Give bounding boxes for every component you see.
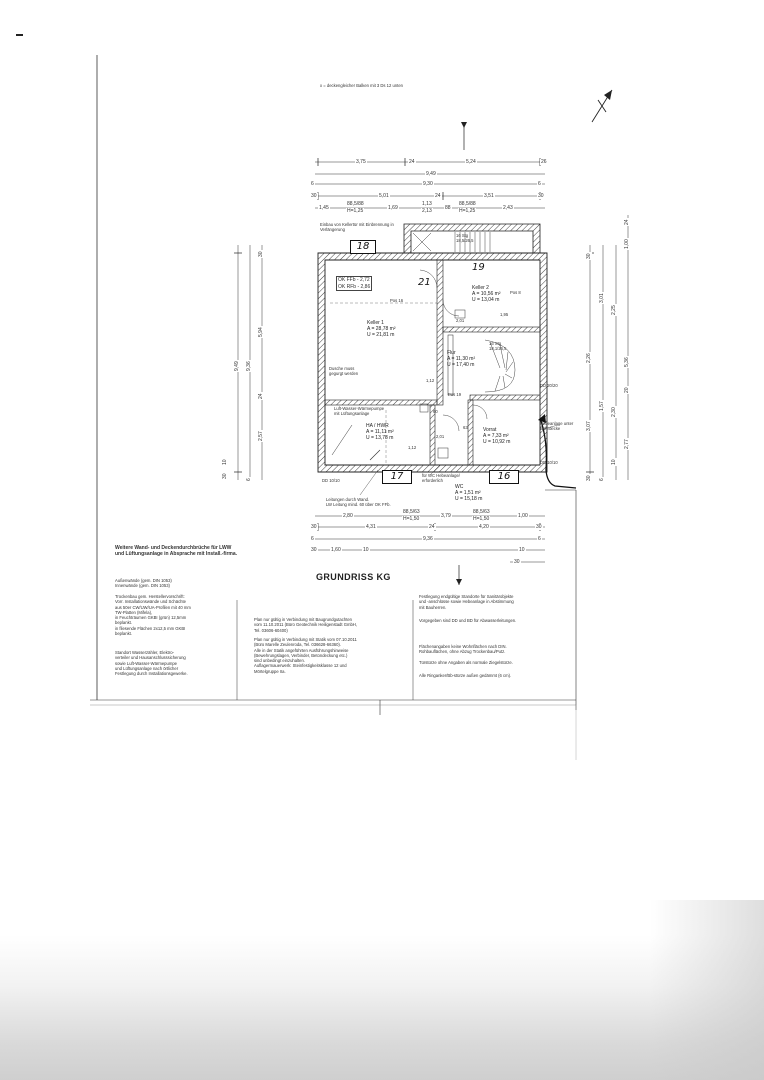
- note-wc-pumpe: für WC Hebeanlage/ erforderlich: [422, 473, 460, 484]
- note-112b: 1,12: [408, 445, 417, 450]
- note-dd2020: DD 20/20: [540, 383, 558, 388]
- dim-bot-24: 24: [429, 524, 435, 530]
- note-dusche: Dusche muss gegurgt werden: [329, 366, 359, 377]
- note-stairs-top: 16 Stg 18,5/26,5: [456, 233, 474, 244]
- dim-top-113: 1,13: [422, 201, 432, 207]
- dim-bot-30c: 30: [311, 547, 317, 553]
- room-keller2: Keller 2 A = 10,56 m² U = 13,04 m: [472, 285, 501, 304]
- dim-bot-window-b: 88,5/63: [473, 509, 490, 515]
- dim-top-26: 26: [541, 159, 547, 165]
- dim-bot-431: 4,31: [366, 524, 376, 530]
- room-vorrat: Vorrat A = 7,33 m² U = 10,92 m: [483, 427, 511, 446]
- room-number-18: 18: [350, 240, 376, 254]
- notes-left-heading: Weitere Wand- und Deckendurchbrüche für LWW und Lüftungsanlage in Absprache mit Install.-firma.: [115, 545, 238, 558]
- page-title: GRUNDRISS KG: [316, 572, 391, 582]
- notes-mid-plan2: Plan nur gültig in Verbindung mit Statik vom 07.10.2011 (Büro Marelle Zeulenroda, Tel. 036628-66360). Alle in der Statik angeführten Ausführungshinweise (Bewehrungslagen, Verbinder, Betondeckung etc.) sind unbedingt einzuhalten. Auflagermauerwerk: Steinfestigkeitsklasse 12 und Mörtelgruppe IIa.: [254, 637, 357, 674]
- dim-top-h125b: H=1,25: [459, 208, 476, 214]
- dim-right-536: 5,36: [624, 357, 630, 367]
- dim-right-230: 2,30: [611, 407, 617, 417]
- dim-top-949: 9,49: [426, 171, 436, 177]
- room-keller1: Keller 1 A = 28,78 m² U = 21,81 m: [367, 320, 396, 339]
- note-dd1010-right: DD 10/10: [540, 460, 558, 465]
- dim-right-20: 20: [624, 387, 630, 393]
- dim-top-window-a: 88,5/88: [347, 201, 364, 207]
- dim-top-501: 5,01: [379, 193, 389, 199]
- dim-bot-420: 4,20: [479, 524, 489, 530]
- dim-right-157: 1,57: [599, 401, 605, 411]
- room-hahwr: HA / HWR A = 11,11 m² U = 13,78 m: [366, 423, 394, 442]
- room-number-17: 17: [382, 470, 412, 484]
- dim-bot-h150a: H=1,50: [403, 516, 420, 522]
- note-pos19: Pos 19: [448, 392, 462, 397]
- note-pos16: Pos 16: [390, 298, 404, 303]
- room-number-16: 16: [489, 470, 519, 484]
- notes-left-trockenbau: Trockenbau gem. Herstellervorschrift: Vorr. Installationswände und Schächte aus 50er CW/UW/UA-Profilen mit 40 mm TW-Platten (Mifela), in Feuchträumen GKBI (grün) 12,5mm beplankt. in fliesende Flächen 2x12,5 mm GKBI beplankt.: [115, 594, 191, 637]
- dim-top-h125a: H=1,25: [347, 208, 364, 214]
- note-195: 1,95: [500, 312, 509, 317]
- dim-top-145: 1,45: [319, 205, 329, 211]
- dim-top-351: 3,51: [484, 193, 494, 199]
- dim-top-524: 5,24: [466, 159, 476, 165]
- notes-right-turen: Türstürze ohne Angaben als normale Ziegelstürze.: [419, 660, 513, 665]
- dim-bot-30b: 30: [536, 524, 542, 530]
- note-112a: 1,12: [426, 378, 435, 383]
- note-stairs-flur: 16 Stg 18,1/26,5: [489, 341, 507, 352]
- notes-mid-plan1: Plan nur gültig in Verbindung mit Baugrundgutachten vom 11.10.2011 (Büro Geotechnik Heiligenstadt GmbH, Tel. 03606-60400): [254, 617, 357, 633]
- dim-bot-10b: 10: [519, 547, 525, 553]
- notes-left-standort: Standort Wasserzähler, Elektro- verteiler und Hausanschlusssicherung sowie Luft-Wasser-Wärmepumpe und Lüftungsanlage nach örtlicher Festlegung durch Installationsgewerke.: [115, 650, 188, 677]
- dim-top-88: 88: [445, 205, 451, 211]
- dim-bot-6a: 6: [311, 536, 314, 542]
- notes-right-festlegung: Festlegung endgültige Standorte für Sanitärobjekte und -anschlüsse sowie Hebeanlage in Abstimmung mit Bauherren.: [419, 594, 514, 610]
- note-dd1010-left: DD 10/10: [322, 478, 340, 483]
- dim-right-307: 3,07: [586, 421, 592, 431]
- dim-top-213: 2,13: [422, 208, 432, 214]
- dim-top-window-b: 88,5/88: [459, 201, 476, 207]
- dim-left-30b: 30: [222, 473, 228, 479]
- dim-top-6a: 6: [311, 181, 314, 187]
- dim-bot-30a: 30: [311, 524, 317, 530]
- dim-right-225: 2,25: [611, 305, 617, 315]
- dim-bot-280: 2,80: [343, 513, 353, 519]
- note-201: 2,01: [456, 318, 465, 323]
- dim-right-6: 6: [599, 478, 605, 481]
- dim-right-30b: 30: [586, 475, 592, 481]
- dim-bot-10a: 10: [363, 547, 369, 553]
- dim-left-10: 10: [222, 459, 228, 465]
- dim-top-375: 3,75: [356, 159, 366, 165]
- dim-bot-379: 3,79: [441, 513, 451, 519]
- dim-left-949: 9,49: [234, 361, 240, 371]
- dim-bot-h150b: H=1,50: [473, 516, 490, 522]
- dim-right-301: 3,01: [599, 293, 605, 303]
- dim-top-169: 1,69: [388, 205, 398, 211]
- dim-right-10: 10: [611, 459, 617, 465]
- note-hebeanlage: Hebeanlage unter Rohrdecke: [540, 421, 574, 432]
- dim-top-24a: 24: [409, 159, 415, 165]
- dim-bot-160: 1,60: [331, 547, 341, 553]
- dim-right-30a: 30: [586, 253, 592, 259]
- dim-left-257: 2,57: [258, 431, 264, 441]
- dim-bot-100: 1,00: [518, 513, 528, 519]
- dim-top-243: 2,43: [503, 205, 513, 211]
- dim-bot-30d: 30: [514, 559, 520, 565]
- note-60: 60: [433, 409, 438, 414]
- dim-left-936: 9,36: [246, 361, 252, 371]
- dim-right-226: 2,26: [586, 353, 592, 363]
- notes-left-walls: Außenwände (gem. DIN 1053) Innenwände (gem. DIN 1053): [115, 578, 172, 589]
- dim-top-930: 9,30: [423, 181, 433, 187]
- room-number-19: 19: [472, 262, 485, 273]
- room-wc: WC A = 1,51 m² U = 15,18 m: [455, 484, 483, 503]
- note-lwwp: Luft-Wasser-Wärmepumpe mit Lüftungsanlage: [334, 406, 385, 417]
- dim-left-24: 24: [258, 393, 264, 399]
- dim-bot-936: 9,36: [423, 536, 433, 542]
- notes-right-flaechen: Flächenangaben keine Wohnflächen nach DIN. Rohbauflächen, ohne Abzug Trockenbau/Putz.: [419, 644, 507, 655]
- room-flur: Flur A = 11,30 m² U = 17,40 m: [447, 350, 476, 369]
- dim-bot-6b: 6: [538, 536, 541, 542]
- note-pos8: Pos 8: [510, 290, 521, 295]
- room-number-21: 21: [418, 277, 431, 288]
- dim-right-24: 24: [624, 219, 630, 225]
- dim-left-6: 6: [246, 478, 252, 481]
- dim-left-30a: 30: [258, 251, 264, 257]
- note-leitungen: Leitungen durch Wand. LW Leitung mind. 60 über OK FFb.: [326, 497, 391, 508]
- header-note: x = deckengleicher Balken mit 3 Ds 12 unten: [320, 83, 403, 88]
- note-201b: 2,01: [436, 434, 445, 439]
- notes-right-vorgegeben: Vorgegeben sind DD und BD für Abwasserleitungen.: [419, 618, 517, 623]
- note-63: 63: [463, 425, 468, 430]
- dim-bot-window-a: 88,5/63: [403, 509, 420, 515]
- dim-top-24b: 24: [435, 193, 441, 199]
- note-kellertur: Einbau von Kellertür mit Einbrennung in Verlängerung: [320, 222, 394, 233]
- dim-right-277: 2,77: [624, 439, 630, 449]
- dim-top-30a: 30: [311, 193, 317, 199]
- dim-right-100: 1,00: [624, 239, 630, 249]
- note-oberkante: OK FFb - 2,72 OK RFb - 2,86: [338, 277, 371, 290]
- dim-top-30b: 30: [538, 193, 544, 199]
- dim-left-594: 5,94: [258, 327, 264, 337]
- notes-right-ringanker: Alle Ringanker/Bb-stürze außen gedämmt (6 cm).: [419, 673, 512, 678]
- dim-top-6b: 6: [538, 181, 541, 187]
